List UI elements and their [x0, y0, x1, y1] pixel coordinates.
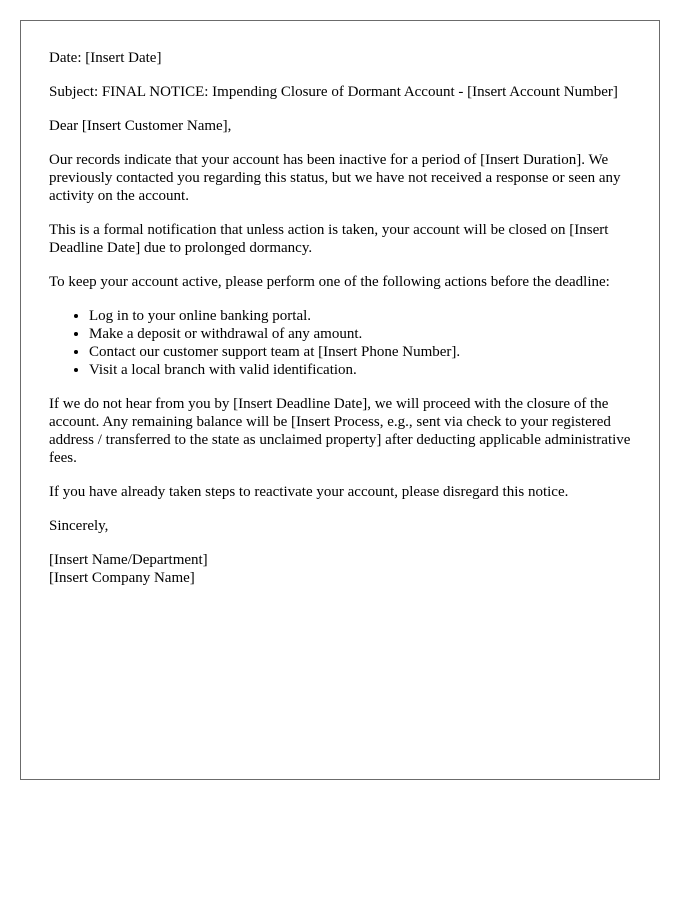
list-item: • Make a deposit or withdrawal of any amount.	[89, 325, 633, 343]
letter-greeting: Dear [Insert Customer Name],	[49, 118, 232, 134]
letter-closing: Sincerely,	[49, 518, 109, 534]
signature-block	[49, 551, 633, 587]
actions-list	[49, 307, 633, 379]
paragraph-disregard: If you have already taken steps to reactivate your account, please disregard this notice.	[49, 484, 569, 500]
paragraph-inactivity: Our records indicate that your account has been inactive for a period of [Insert Duration]. We previously contacted you regarding this status, but we have not received a response or seen any activity on the account.	[49, 152, 621, 204]
signature-name: [Insert Name/Department]	[49, 552, 208, 568]
paragraph-closure-process: If we do not hear from you by [Insert Deadline Date], we will proceed with the closure of the account. Any remaining balance will be [Insert Process, e.g., sent via check to your registered address / transferred to the state as unclaimed property] after deducting applicable administrative fees.	[49, 396, 631, 466]
paragraph-closure-notice: This is a formal notification that unless action is taken, your account will be closed on [Insert Deadline Date] due to prolonged dormancy.	[49, 222, 609, 256]
paragraph-actions-intro: To keep your account active, please perform one of the following actions before the deadline:	[49, 274, 610, 290]
letter-page	[20, 20, 660, 780]
list-item: • Contact our customer support team at [Insert Phone Number].	[89, 343, 633, 361]
signature-company: [Insert Company Name]	[49, 570, 195, 586]
letter-date: Date: [Insert Date]	[49, 50, 162, 66]
list-item: • Log in to your online banking portal.	[89, 307, 633, 325]
letter-body	[49, 49, 633, 603]
list-item: • Visit a local branch with valid identification.	[89, 361, 633, 379]
letter-subject: Subject: FINAL NOTICE: Impending Closure of Dormant Account - [Insert Account Number]	[49, 84, 618, 100]
